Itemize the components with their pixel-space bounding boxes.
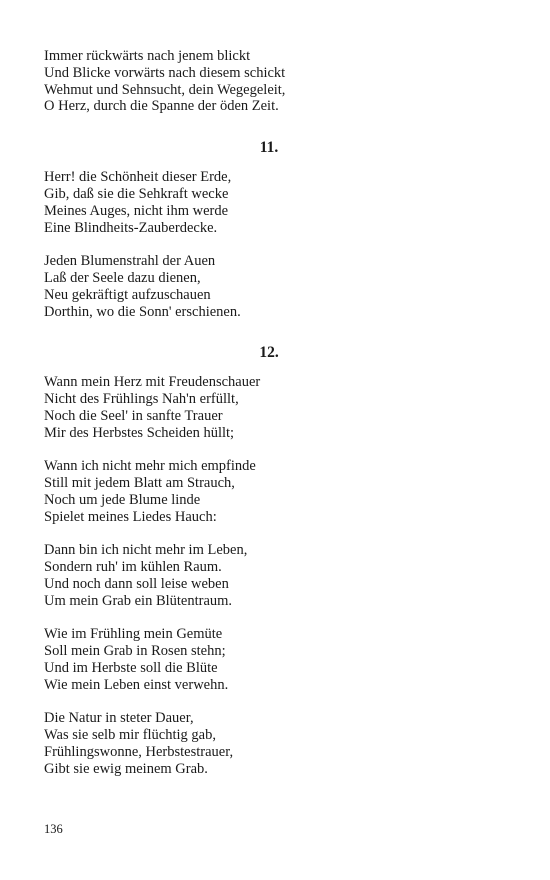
poem-number-heading: 11. [259, 139, 279, 157]
verse-line: Eine Blindheits-Zauberdecke. [44, 219, 218, 236]
verse-line: Und im Herbste soll die Blüte [44, 659, 218, 676]
poem-number-heading: 12. [259, 344, 279, 362]
text-block [44, 48, 474, 777]
verse-line: Laß der Seele dazu dienen, [44, 269, 201, 286]
verse-line: Wehmut und Sehnsucht, dein Wegegeleit, [44, 81, 286, 98]
poem-12-stanza-1 [44, 374, 474, 441]
poem-12-stanza-2 [44, 458, 474, 525]
verse-line: Dorthin, wo die Sonn' erschienen. [44, 303, 241, 320]
verse-line: Gibt sie ewig meinem Grab. [44, 760, 208, 777]
verse-line: Wie im Frühling mein Gemüte [44, 626, 223, 643]
verse-line: Herr! die Schönheit dieser Erde, [44, 169, 232, 186]
page-number: 136 [44, 822, 63, 836]
verse-line: Jeden Blumenstrahl der Auen [44, 253, 216, 270]
verse-line: Wann mein Herz mit Freudenschauer [44, 374, 261, 391]
verse-line: Immer rückwärts nach jenem blickt [44, 48, 251, 64]
poem-12-stanza-4 [44, 626, 474, 693]
verse-line: Wie mein Leben einst verwehn. [44, 676, 229, 693]
opening-stanza [44, 48, 474, 115]
verse-line: Sondern ruh' im kühlen Raum. [44, 559, 222, 576]
poem-12-stanza-3 [44, 542, 474, 609]
verse-line: Soll mein Grab in Rosen stehn; [44, 643, 226, 660]
verse-line: Noch die Seel' in sanfte Trauer [44, 407, 223, 424]
verse-line: Wann ich nicht mehr mich empfinde [44, 458, 256, 475]
verse-line: Um mein Grab ein Blütentraum. [44, 592, 233, 609]
verse-line: Spielet meines Liedes Hauch: [44, 508, 217, 525]
verse-line: Die Natur in steter Dauer, [44, 710, 194, 727]
verse-line: Noch um jede Blume linde [44, 491, 201, 508]
verse-line: Und Blicke vorwärts nach diesem schickt [44, 64, 286, 81]
verse-line: Und noch dann soll leise weben [44, 575, 229, 592]
poem-11-stanza-2 [44, 253, 474, 320]
verse-line: Neu gekräftigt aufzuschauen [44, 286, 211, 303]
verse-line: Mir des Herbstes Scheiden hüllt; [44, 424, 235, 441]
verse-line: Nicht des Frühlings Nah'n erfüllt, [44, 391, 239, 408]
poem-12-stanza-5 [44, 710, 474, 777]
verse-line: Meines Auges, nicht ihm werde [44, 202, 229, 219]
verse-line: Frühlingswonne, Herbstestrauer, [44, 743, 234, 760]
verse-line: O Herz, durch die Spanne der öden Zeit. [44, 98, 279, 115]
verse-line: Dann bin ich nicht mehr im Leben, [44, 542, 248, 559]
verse-line: Still mit jedem Blatt am Strauch, [44, 475, 235, 492]
verse-line: Was sie selb mir flüchtig gab, [44, 727, 216, 744]
poem-11-stanza-1 [44, 169, 474, 236]
verse-line: Gib, daß sie die Sehkraft wecke [44, 185, 229, 202]
